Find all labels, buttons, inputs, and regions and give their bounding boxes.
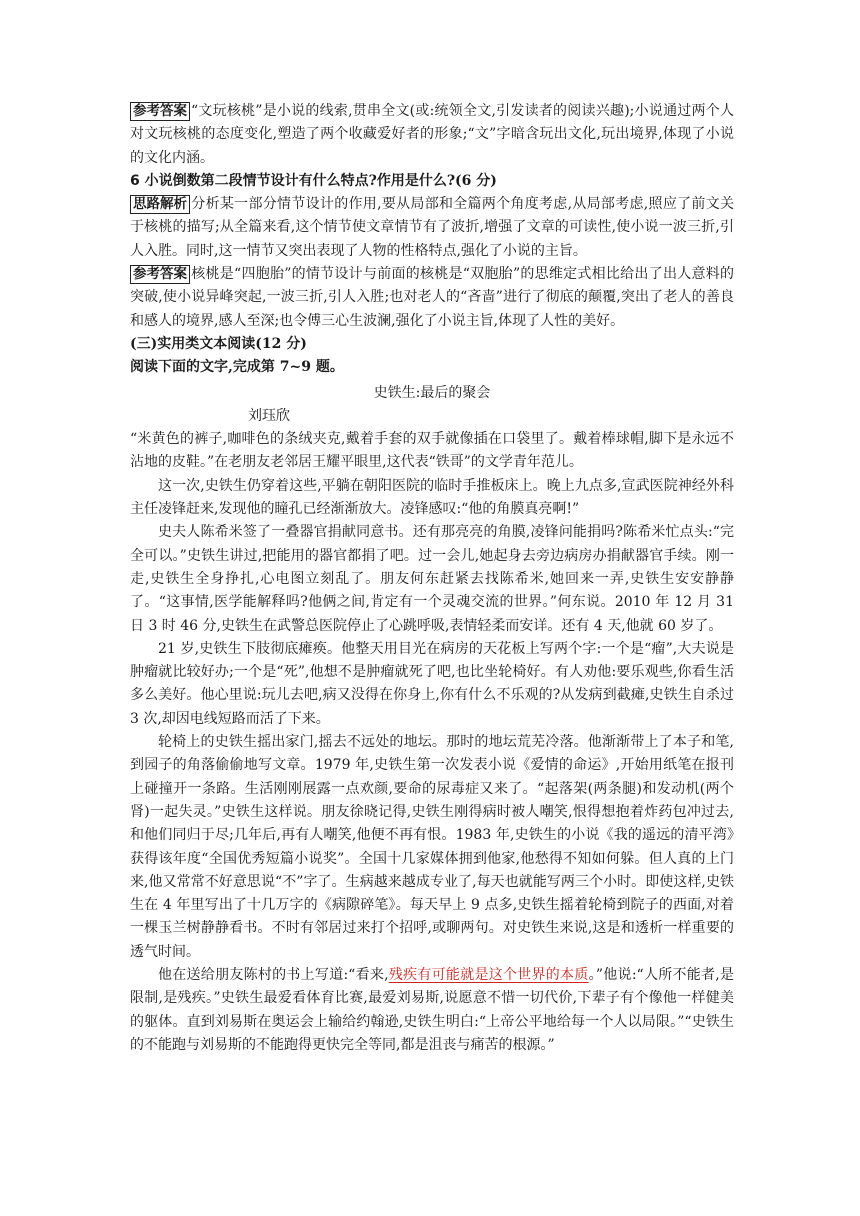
analysis-6-text: 分析某一部分情节设计的作用,要从局部和全篇两个角度考虑,从局部考虑,照应了前文关于核桃的描写;从全篇来看,这个情节使文章情节有了波折,增强了文章的可读性,使小说一波三折,引人入胜。同时,这一情节又突出表现了人物的性格特点,强化了小说的主旨。 <box>130 196 734 259</box>
answer-5-text: “文玩核桃”是小说的线索,贯串全文(或:统领全文,引发读者的阅读兴趣);小说通过两个人对文玩核桃的态度变化,塑造了两个收藏爱好者的形象;“文”字暗含玩出文化,玩出境界,体现了小说的文化内涵。 <box>130 103 734 166</box>
question-6-text: 小说倒数第二段情节设计有什么特点?作用是什么?(6 分) <box>144 172 497 189</box>
answer-6 <box>130 263 734 333</box>
analysis-tag: 思路解析 <box>130 195 190 214</box>
answer-6-text: 核桃是“四胞胎”的情节设计与前面的核桃是“双胞胎”的思维定式相比给出了出人意料的突破,使小说异峰突起,一波三折,引人入胜;也对老人的“吝啬”进行了彻底的颠覆,突出了老人的善良和感人的境界,感人至深;也令傅三心生波澜,强化了小说主旨,体现了人性的美好。 <box>130 266 734 329</box>
question-6-number: 6 <box>130 172 140 189</box>
paragraph-2: 这一次,史铁生仍穿着这些,平躺在朝阳医院的临时手推板床上。晚上九点多,宣武医院神经外科主任凌锋赶来,发现他的瞳孔已经渐渐放大。凌锋感叹:“他的角膜真亮啊!” <box>130 477 734 518</box>
paragraph-3: 史夫人陈希米签了一叠器官捐献同意书。还有那亮亮的角膜,凌锋问能捐吗?陈希米忙点头:“完全可以。”史铁生讲过,把能用的器官都捐了吧。过一会儿,她起身去旁边病房办捐献器官手续。刚一走,史铁生全身挣扎,心电图立刻乱了。朋友何东赶紧去找陈希米,她回来一弄,史铁生安安静静了。“这事情,医学能解释吗?他俩之间,肯定有一个灵魂交流的世界。”何东说。2010 年 12 月 31 日 3 时 46 分,史铁生在武警总医院停止了心跳呼吸,表情轻柔而安详。还有 4 天,他就 60 岁了。 <box>130 524 734 634</box>
document-page <box>130 100 734 1057</box>
article-title: 史铁生:最后的聚会 <box>373 384 491 401</box>
highlighted-phrase: 残疾有可能就是这个世界的本质 <box>388 966 589 983</box>
analysis-6 <box>130 193 734 263</box>
answer-tag: 参考答案 <box>130 265 190 284</box>
paragraph-1: “米黄色的裤子,咖啡色的条绒夹克,戴着手套的双手就像插在口袋里了。戴着棒球帽,脚下是永远不沾地的皮鞋。”在老朋友老邻居王耀平眼里,这代表“铁哥”的文学青年范儿。 <box>130 431 734 471</box>
paragraph-6 <box>130 964 734 1057</box>
section-heading: (三)实用类文本阅读(12 分) <box>130 335 307 352</box>
section-instruction: 阅读下面的文字,完成第 7~9 题。 <box>130 359 344 376</box>
paragraph-6-end: 。”他说:“人所不能者,是限制,是残疾。”史铁生最爱看体育比赛,最爱刘易斯,说愿意不惜一切代价,下辈子有个像他一样健美的躯体。直到刘易斯在奥运会上输给约翰逊,史铁生明白:“上帝公平地给每一个人以局限。”“史铁生的不能跑与刘易斯的不能跑得更快完全等同,都是沮丧与痛苦的根源。” <box>130 966 735 1053</box>
answer-5 <box>130 100 734 170</box>
paragraph-6-start: 他在送给朋友陈村的书上写道:“看来, <box>158 966 389 983</box>
article-author: 刘珏欣 <box>248 407 290 424</box>
answer-tag: 参考答案 <box>130 102 190 121</box>
paragraph-4: 21 岁,史铁生下肢彻底瘫痪。他整天用目光在病房的天花板上写两个字:一个是“瘤”,大夫说是肿瘤就比较好办;一个是“死”,他想不是肿瘤就死了吧,也比坐轮椅好。有人劝他:要乐观些,你看生活多么美好。他心里说:玩儿去吧,病又没得在你身上,你有什么不乐观的?从发病到截瘫,史铁生自杀过 3 次,却因电线短路而活了下来。 <box>130 640 734 727</box>
question-6 <box>130 170 734 193</box>
paragraph-5: 轮椅上的史铁生摇出家门,摇去不远处的地坛。那时的地坛荒芜冷落。他渐渐带上了本子和笔,到园子的角落偷偷地写文章。1979 年,史铁生第一次发表小说《爱情的命运》,开始用纸笔在报刊上碰撞开一条路。生活刚刚展露一点欢颜,要命的尿毒症又来了。“起落架(两条腿)和发动机(两个肾)一起失灵。”史铁生这样说。朋友徐晓记得,史铁生刚得病时被人嘲笑,恨得想抱着炸药包冲过去,和他们同归于尽;几年后,再有人嘲笑,他便不再有恨。1983 年,史铁生的小说《我的遥远的清平湾》获得该年度“全国优秀短篇小说奖”。全国十几家媒体拥到他家,他愁得不知如何躲。但人真的上门来,他又常常不好意思说“不”字了。生病越来越成专业了,每天也就能写两三个小时。即使这样,史铁生在 4 年里写出了十几万字的《病隙碎笔》。每天早上 9 点多,史铁生摇着轮椅到院子的西面,对着一棵玉兰树静静看书。不时有邻居过来打个招呼,或聊两句。对史铁生来说,这是和透析一样重要的透气时间。 <box>130 734 734 960</box>
